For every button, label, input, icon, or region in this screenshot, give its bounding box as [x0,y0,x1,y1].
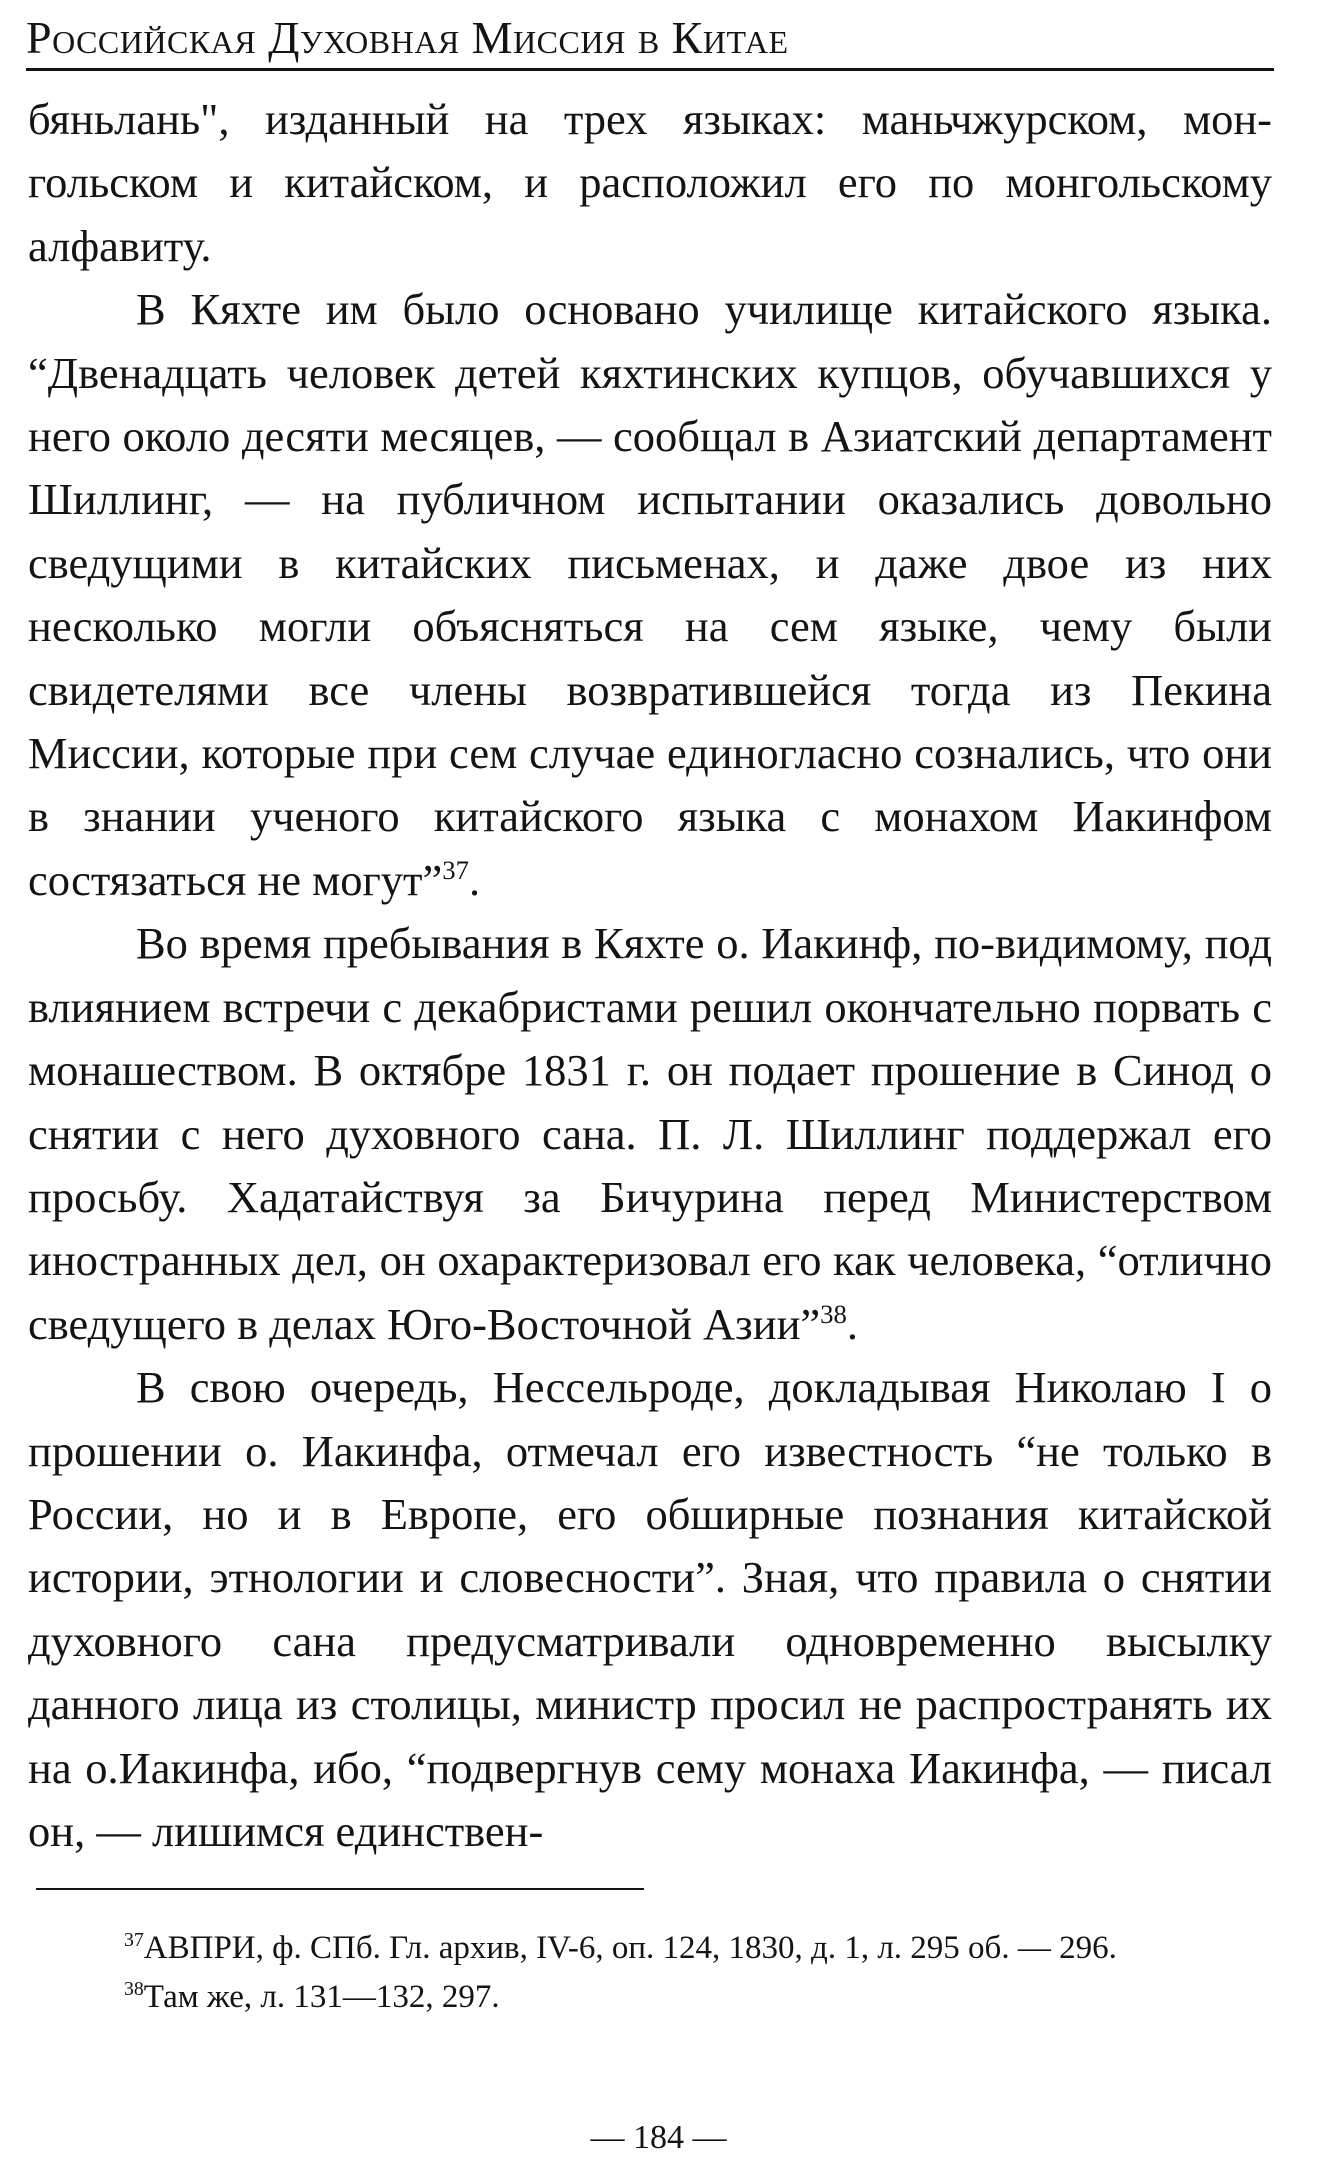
paragraph-continued [28,88,1272,278]
footnote [124,1973,1274,2022]
footnote-reference[interactable]: 37 [442,855,469,886]
header-rule [26,68,1274,71]
footnote-mark: 38 [124,1978,144,2000]
paragraph-tail: . [468,854,481,905]
paragraph-text: В Кяхте им было основано училище китайского языка. “Двенадцать человек детей кяхтинских купцов, обучавшихся у него около десяти месяцев, — сообщал в Азиатский департамент Шиллинг, — на публичном испытании оказались довольно сведущими в китайских письменах, и даже двое из них несколько могли объясняться на сем языке, чему были свидетелями все члены возвратившейся тогда из Пекина Миссии, которые при сем случае единогласно сознались, что они в знании ученого китайского языка с монахом Иакинфом состязаться не могут” [28,284,1272,905]
footnote-text: АВПРИ, ф. СПб. Гл. архив, IV-6, оп. 124, 1830, д. 1, л. 295 об. — 296. [143,1930,1117,1966]
page-number: — 184 — [590,2119,727,2156]
footnote [124,1924,1274,1973]
paragraph [28,278,1272,912]
footnotes [124,1924,1274,2022]
footnote-mark: 37 [124,1929,144,1951]
paragraph-text: В свою очередь, Нессельроде, докладывая Николаю I о прошении о. Иакинфа, отмечал его известность “не только в России, но и в Европе, его обширные познания китайской истории, этнологии и словесности”. Зная, что правила о снятии духовного сана предусматривали одновременно высылку данного лица из столицы, министр просил не распространять их на о.Иакинфа, ибо, “подвергнув сему монаха Иакинфа, — писал он, — лишимся единствен- [28,1362,1272,1856]
paragraph [28,1356,1272,1863]
footnote-reference[interactable]: 38 [820,1298,847,1329]
paragraph-text: бяньлань", изданный на трех языках: маньчжурском, монгольском и китайском, и расположил его по монгольскому алфавиту. [28,94,1272,271]
running-head: Российская Духовная Миссия в Китае [26,12,789,63]
body-text [28,88,1272,1863]
paragraph [28,912,1272,1356]
footnote-text: Там же, л. 131—132, 297. [143,1979,500,2015]
footnote-rule [36,1888,644,1890]
paragraph-text: Во время пребывания в Кяхте о. Иакинф, по-видимому, под влиянием встречи с декабристами решил окончательно порвать с монашеством. В октябре 1831 г. он подает прошение в Синод о снятии с него духовного сана. П. Л. Шиллинг поддержал его просьбу. Хадатайствуя за Бичурина перед Министерством иностранных дел, он охарактеризовал его как человека, “отлично сведущего в делах Юго-Восточной Азии” [28,918,1272,1349]
paragraph-tail: . [846,1298,858,1349]
